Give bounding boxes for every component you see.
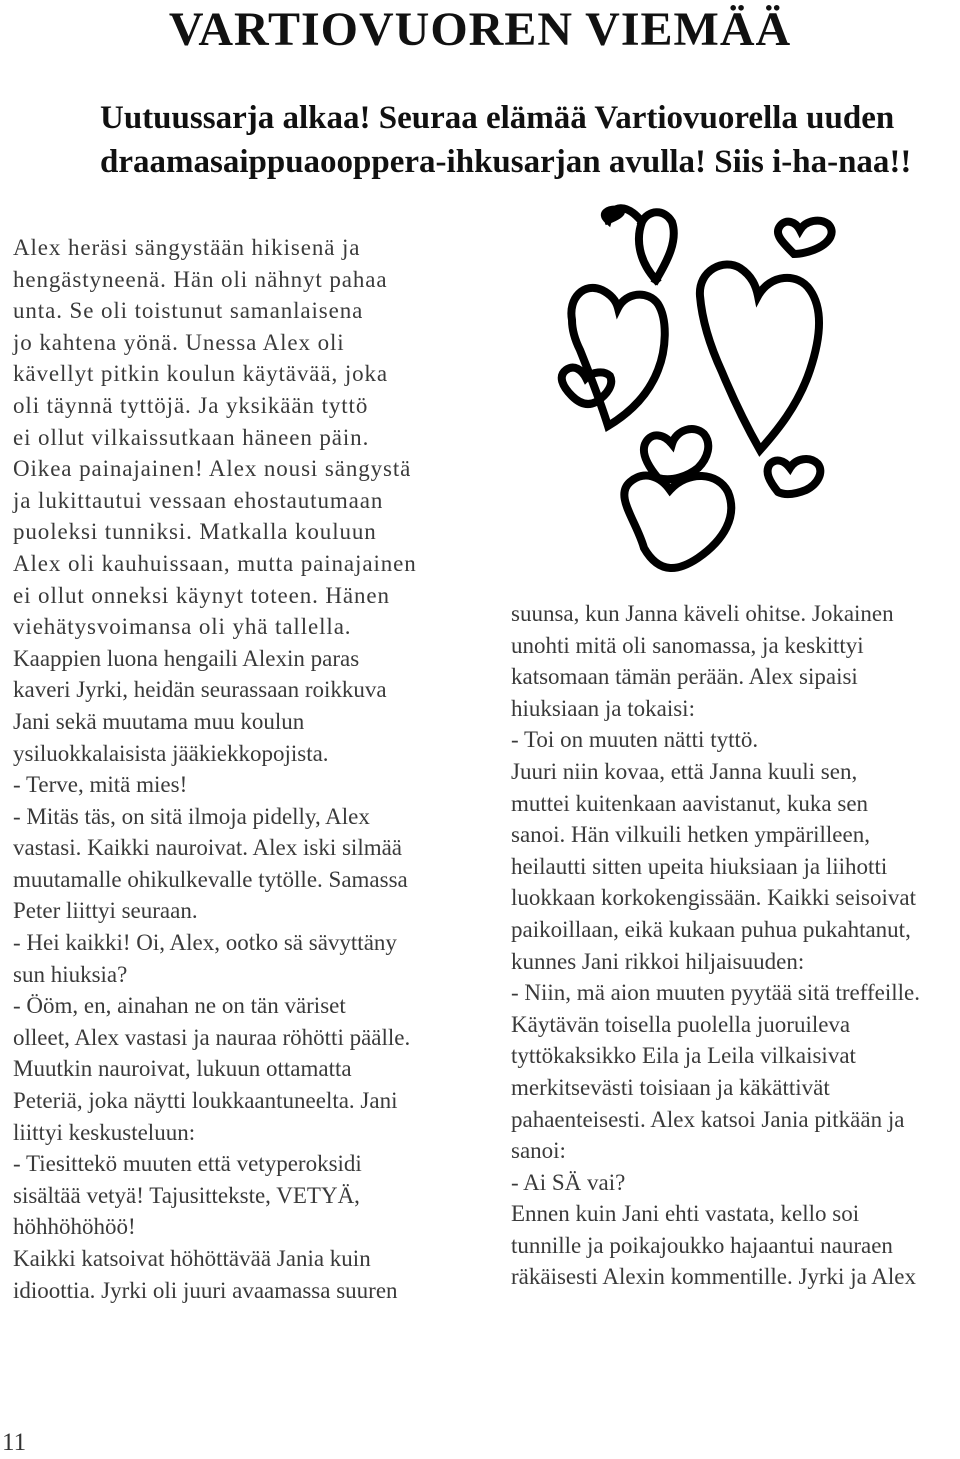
text-line: Muutkin nauroivat, lukuun ottamatta [13, 1056, 352, 1082]
text-line: - Mitäs täs, on sitä ilmoja pidelly, Alex [13, 803, 370, 829]
text-line: jo kahtena yönä. Unessa Alex oli [13, 329, 345, 355]
text-line: - Terve, mitä mies! [13, 772, 188, 798]
text-line: pahaenteisesti. Alex katsoi Jania pitkään ja [511, 1106, 905, 1132]
text-line: räkäisesti Alexin kommentille. Jyrki ja Alex [511, 1264, 916, 1290]
text-line: Ennen kuin Jani ehti vastata, kello soi [511, 1201, 860, 1227]
heart-icon [644, 429, 708, 479]
text-line: sisältää vetyä! Tajusittekste, VETYÄ, [13, 1182, 360, 1208]
heart-icon [778, 221, 832, 254]
text-line: Jani sekä muutama muu koulun [13, 708, 305, 734]
text-line: heilautti sitten upeita hiuksiaan ja liihotti [511, 853, 888, 879]
text-line: suunsa, kun Janna käveli ohitse. Jokainen [511, 601, 894, 626]
text-line: unohti mitä oli sanomassa, ja keskittyi [511, 632, 864, 658]
text-line: ei ollut onneksi käynyt toteen. Hänen [13, 582, 390, 608]
text-line: tunnille ja poikajoukko hajaantui nauraen [511, 1232, 893, 1258]
heart-icon [700, 264, 819, 450]
text-line: - Ööm, en, ainahan ne on tän väriset [13, 993, 346, 1019]
text-line: - Tiesittekö muuten että vetyperoksidi [13, 1151, 362, 1177]
text-line: Alex heräsi sängystään hikisenä ja [13, 235, 361, 260]
text-line: ja lukittautui vessaan ehostautumaan [13, 487, 384, 513]
subtitle-line: draamasaippuaooppera-ihkusarjan avulla! Siis i-ha-naa!! [100, 144, 912, 180]
text-line: idioottia. Jyrki oli juuri avaamassa suuren [13, 1277, 398, 1303]
text-line: ysiluokkalaisista jääkiekkopojista. [13, 740, 329, 766]
text-line: - Niin, mä aion muuten pyytää sitä treffeille. [511, 980, 920, 1006]
text-line: sun hiuksia? [13, 961, 128, 987]
text-line: kävellyt pitkin koulun käytävää, joka [13, 361, 389, 387]
text-line: Kaappien luona hengaili Alexin paras [13, 645, 360, 671]
text-line: Alex oli kauhuissaan, mutta painajainen [13, 550, 417, 576]
text-line: Peter liittyi seuraan. [13, 898, 198, 924]
text-line: viehätysvoimansa oli yhä tallella. [13, 614, 352, 640]
text-line: oli täynnä tyttöjä. Ja yksikään tyttö [13, 392, 369, 418]
text-line: paikoillaan, eikä kukaan puhua pukahtanut, [511, 916, 911, 942]
subtitle-line: Uutuussarja alkaa! Seuraa elämää Vartiovuorella uuden [100, 100, 895, 136]
text-line: kaveri Jyrki, heidän seurassaan roikkuva [13, 677, 387, 703]
text-line: puoleksi tunniksi. Matkalla kouluun [13, 519, 377, 545]
page-number: 11 [2, 1429, 27, 1456]
text-line: Oikea painajainen! Alex nousi sängystä [13, 456, 412, 482]
heart-icon [562, 368, 611, 404]
text-line: merkitsevästi toisiaan ja käkättivät [511, 1074, 830, 1100]
text-line: sanoi: [511, 1138, 566, 1164]
article-title: VARTIOVUOREN VIEMÄÄ [168, 3, 792, 56]
text-line: luokkaan korkokengissään. Kaikki seisoivat [511, 885, 916, 911]
text-line: olleet, Alex vastasi ja nauraa röhötti päälle. [13, 1024, 411, 1050]
text-line: sanoi. Hän vilkuili hetken ympärilleen, [511, 822, 870, 848]
text-line: Juuri niin kovaa, että Janna kuuli sen, [511, 758, 858, 784]
text-line: - Ai SÄ vai? [511, 1169, 626, 1195]
text-line: liittyi keskusteluun: [13, 1119, 196, 1145]
text-line: hiuksiaan ja tokaisi: [511, 695, 695, 721]
text-line: unta. Se oli toistunut samanlaisena [13, 298, 364, 324]
story-column-right [511, 598, 956, 1293]
text-line: - Toi on muuten nätti tyttö. [511, 727, 759, 753]
heart-icon [768, 459, 821, 494]
heart-icon [624, 476, 731, 568]
text-line: kunnes Jani rikkoi hiljaisuuden: [511, 948, 805, 974]
text-line: muutamalle ohikulkevalle tytölle. Samassa [13, 866, 408, 892]
text-line: katsomaan tämän perään. Alex sipaisi [511, 664, 858, 690]
text-line: ei ollut vilkaissutkaan häneen päin. [13, 424, 370, 450]
text-line: muttei kuitenkaan aavistanut, kuka sen [511, 790, 869, 816]
text-line: vastasi. Kaikki nauroivat. Alex iski silmää [13, 835, 403, 861]
text-line: tyttökaksikko Eila ja Leila vilkaisivat [511, 1043, 856, 1069]
text-line: höhhöhöhöö! [13, 1214, 136, 1240]
text-line: Kaikki katsoivat höhöttävää Jania kuin [13, 1246, 371, 1271]
hearts-illustration [548, 200, 860, 582]
text-line: Käytävän toisella puolella juoruileva [511, 1011, 851, 1037]
story-column-left [13, 232, 473, 1306]
heart-icon [605, 208, 674, 280]
text-line: Peteriä, joka näytti loukkaantuneelta. Jani [13, 1088, 398, 1114]
text-line: hengästyneenä. Hän oli nähnyt pahaa [13, 266, 388, 292]
article-subtitle [100, 96, 920, 184]
text-line: - Hei kaikki! Oi, Alex, ootko sä sävyttäny [13, 930, 397, 956]
